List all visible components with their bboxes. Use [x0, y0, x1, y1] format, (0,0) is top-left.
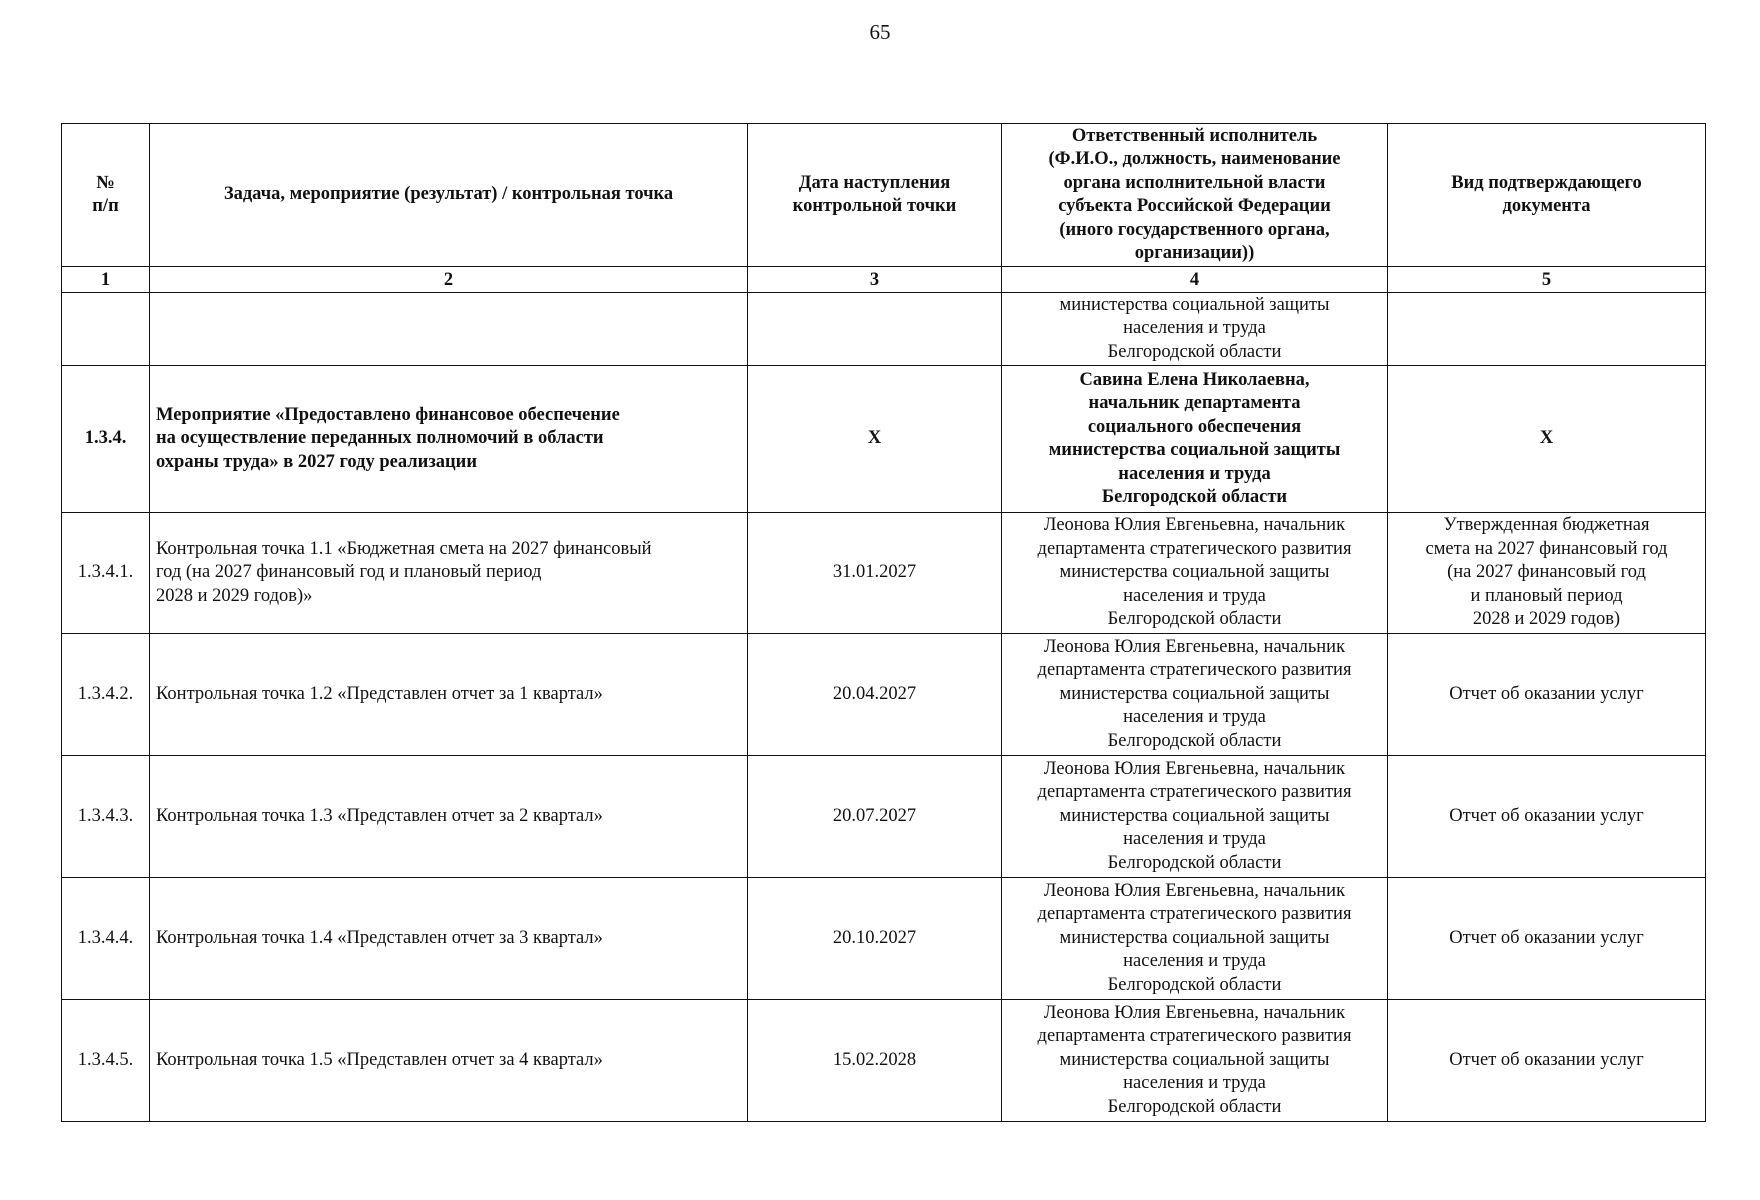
row-date: 31.01.2027: [748, 513, 1002, 634]
table-header-row: [62, 124, 1706, 267]
continuation-row: [62, 293, 1706, 366]
row-responsible: министерства социальной защиты населения и труда Белгородской области: [1002, 293, 1388, 366]
row-num: 1.3.4.4.: [62, 878, 150, 1000]
row-doc: Х: [1388, 366, 1706, 513]
row-date: 20.10.2027: [748, 878, 1002, 1000]
row-num: [62, 293, 150, 366]
column-number: 1: [62, 267, 150, 293]
header-task: Задача, мероприятие (результат) / контрольная точка: [150, 124, 748, 267]
row-responsible: Леонова Юлия Евгеньевна, начальник департамента стратегического развития министерства социальной защиты населения и труда Белгородской области: [1002, 1000, 1388, 1122]
row-num: 1.3.4.: [62, 366, 150, 513]
row-date: [748, 293, 1002, 366]
row-task: Контрольная точка 1.3 «Представлен отчет за 2 квартал»: [150, 756, 748, 878]
header-doc: Вид подтверждающего документа: [1388, 124, 1706, 267]
control-points-table: [61, 123, 1706, 1122]
row-num: 1.3.4.2.: [62, 634, 150, 756]
row-task: Контрольная точка 1.5 «Представлен отчет за 4 квартал»: [150, 1000, 748, 1122]
row-doc: Утвержденная бюджетная смета на 2027 финансовый год (на 2027 финансовый год и плановый период 2028 и 2029 годов): [1388, 513, 1706, 634]
row-task: Мероприятие «Предоставлено финансовое обеспечение на осуществление переданных полномочий в области охраны труда» в 2027 году реализации: [150, 366, 748, 513]
row-num: 1.3.4.3.: [62, 756, 150, 878]
table-row: [62, 878, 1706, 1000]
row-doc: Отчет об оказании услуг: [1388, 1000, 1706, 1122]
row-responsible: Леонова Юлия Евгеньевна, начальник департамента стратегического развития министерства социальной защиты населения и труда Белгородской области: [1002, 513, 1388, 634]
header-num: № п/п: [62, 124, 150, 267]
table-row: [62, 513, 1706, 634]
table-row: [62, 366, 1706, 513]
column-number: 5: [1388, 267, 1706, 293]
row-date: Х: [748, 366, 1002, 513]
row-task: Контрольная точка 1.2 «Представлен отчет за 1 квартал»: [150, 634, 748, 756]
table-row: [62, 1000, 1706, 1122]
page-number: 65: [869, 20, 891, 44]
header-responsible: Ответственный исполнитель (Ф.И.О., должность, наименование органа исполнительной власти субъекта Российской Федерации (иного государственного органа, организации)): [1002, 124, 1388, 267]
row-responsible: Леонова Юлия Евгеньевна, начальник департамента стратегического развития министерства социальной защиты населения и труда Белгородской области: [1002, 634, 1388, 756]
row-task: Контрольная точка 1.4 «Представлен отчет за 3 квартал»: [150, 878, 748, 1000]
row-responsible: Леонова Юлия Евгеньевна, начальник департамента стратегического развития министерства социальной защиты населения и труда Белгородской области: [1002, 756, 1388, 878]
row-doc: Отчет об оказании услуг: [1388, 634, 1706, 756]
row-num: 1.3.4.5.: [62, 1000, 150, 1122]
row-doc: Отчет об оказании услуг: [1388, 878, 1706, 1000]
header-date: Дата наступления контрольной точки: [748, 124, 1002, 267]
row-responsible: Савина Елена Николаевна, начальник департамента социального обеспечения министерства социальной защиты населения и труда Белгородской области: [1002, 366, 1388, 513]
row-task: [150, 293, 748, 366]
column-number: 3: [748, 267, 1002, 293]
column-number: 2: [150, 267, 748, 293]
row-task: Контрольная точка 1.1 «Бюджетная смета на 2027 финансовый год (на 2027 финансовый год и плановый период 2028 и 2029 годов)»: [150, 513, 748, 634]
row-date: 15.02.2028: [748, 1000, 1002, 1122]
row-date: 20.04.2027: [748, 634, 1002, 756]
column-number-row: [62, 267, 1706, 293]
table-row: [62, 756, 1706, 878]
row-doc: Отчет об оказании услуг: [1388, 756, 1706, 878]
row-date: 20.07.2027: [748, 756, 1002, 878]
row-num: 1.3.4.1.: [62, 513, 150, 634]
row-responsible: Леонова Юлия Евгеньевна, начальник департамента стратегического развития министерства социальной защиты населения и труда Белгородской области: [1002, 878, 1388, 1000]
table-row: [62, 634, 1706, 756]
row-doc: [1388, 293, 1706, 366]
column-number: 4: [1002, 267, 1388, 293]
